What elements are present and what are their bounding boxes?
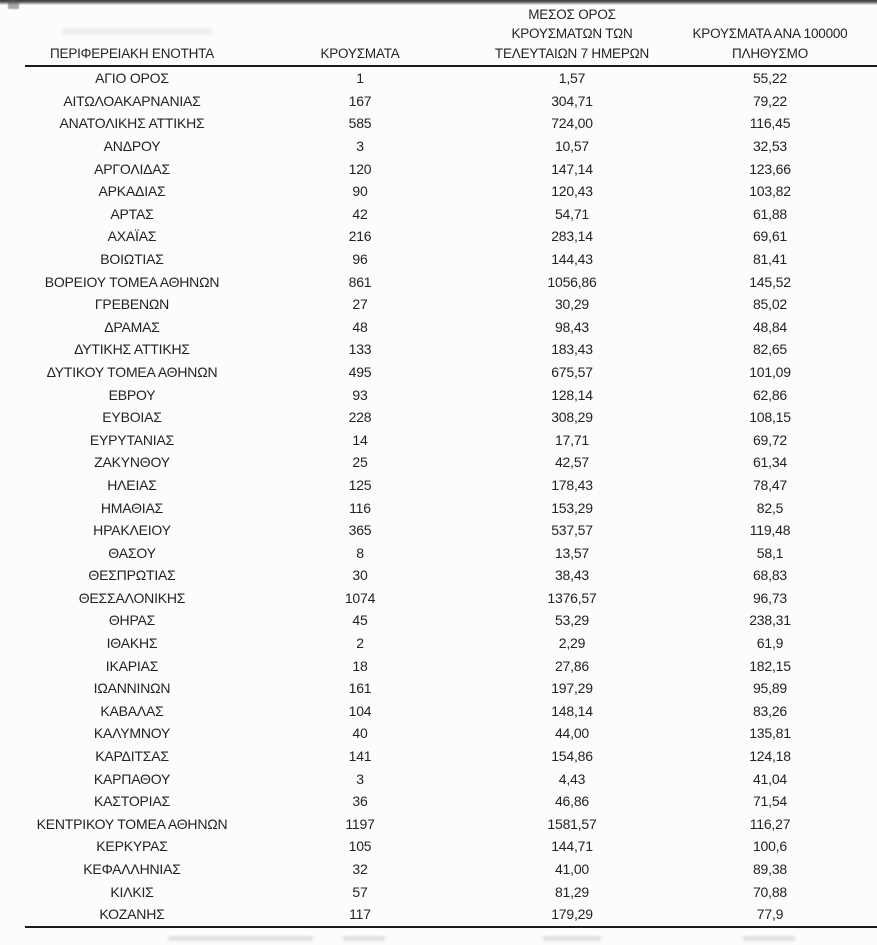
avg-7day-cell: 10,57 (554, 138, 590, 154)
table-row (25, 745, 877, 768)
region-cell: ΒΟΡΕΙΟΥ ΤΟΜΕΑ ΑΘΗΝΩΝ (44, 273, 220, 290)
table-row (25, 225, 877, 248)
per-100k-cell: 81,41 (752, 250, 788, 267)
table-row (25, 361, 877, 384)
per-100k-cell: 123,66 (749, 160, 791, 177)
cases-cell: 96 (352, 250, 368, 267)
cases-cell: 57 (352, 883, 368, 900)
region-cell: ΚΑΣΤΟΡΙΑΣ (94, 793, 170, 810)
cases-cell: 1 (356, 70, 364, 87)
cases-cell: 133 (348, 341, 372, 358)
avg-7day-cell: 283,14 (551, 228, 593, 245)
per-100k-cell: 71,54 (752, 793, 788, 810)
table-row (25, 66, 877, 90)
per-100k-cell: 103,82 (749, 183, 791, 200)
table-row (25, 564, 877, 587)
region-cell: ΚΑΡΔΙΤΣΑΣ (95, 748, 169, 765)
per-100k-cell: 55,22 (752, 70, 788, 87)
region-cell: ΑΡΚΑΔΙΑΣ (98, 183, 166, 200)
table-row (25, 429, 877, 452)
region-cell: ΕΥΒΟΙΑΣ (102, 409, 162, 426)
region-cell: ΙΘΑΚΗΣ (106, 635, 158, 652)
cases-cell: 120 (348, 160, 372, 177)
avg-7day-cell: 13,57 (554, 544, 590, 561)
avg-7day-cell: 197,29 (551, 680, 593, 697)
per-100k-cell: 108,15 (749, 409, 791, 426)
avg-7day-cell: 98,43 (554, 318, 590, 335)
per-100k-cell: 119,48 (749, 522, 791, 539)
per-100k-cell: 70,88 (752, 883, 788, 900)
avg-7day-cell: 308,29 (551, 409, 593, 426)
per-100k-cell: 68,83 (752, 567, 788, 584)
region-cell: ΑΓΙΟ ΟΡΟΣ (95, 70, 169, 87)
cases-cell: 45 (352, 612, 368, 629)
table-row (25, 384, 877, 407)
next-row-cutoff-artifact (743, 936, 795, 941)
avg-7day-cell: 30,29 (554, 296, 590, 313)
table-bottom-rule (25, 927, 877, 928)
per-100k-cell: 85,02 (752, 296, 788, 313)
avg-7day-cell: 46,86 (554, 793, 590, 810)
avg-7day-cell: 1056,86 (547, 273, 597, 290)
table-row (25, 519, 877, 542)
table-row (25, 112, 877, 135)
col-header-avg-7day (481, 5, 663, 66)
avg-7day-cell: 148,14 (551, 702, 593, 719)
table-row (25, 271, 877, 294)
per-100k-cell: 182,15 (749, 657, 791, 674)
avg-7day-cell: 154,86 (551, 748, 593, 765)
region-cell: ΔΥΤΙΚΟΥ ΤΟΜΕΑ ΑΘΗΝΩΝ (46, 363, 218, 380)
per-100k-cell: 96,73 (752, 589, 788, 606)
header-row (25, 5, 877, 66)
avg-7day-cell: 42,57 (554, 454, 590, 471)
cases-cell: 228 (348, 409, 372, 426)
per-100k-cell: 116,27 (749, 815, 791, 832)
table-row (25, 542, 877, 565)
table-row (25, 903, 877, 927)
table-row (25, 451, 877, 474)
cases-cell: 585 (348, 115, 372, 132)
avg-7day-cell: 81,29 (554, 883, 590, 900)
region-cell: ΚΟΖΑΝΗΣ (99, 906, 165, 923)
table-row (25, 587, 877, 610)
avg-7day-cell: 675,57 (551, 363, 593, 380)
cases-cell: 8 (356, 544, 364, 561)
cases-cell: 42 (352, 205, 368, 222)
per-100k-cell: 69,72 (752, 431, 788, 448)
avg-7day-cell: 120,43 (551, 183, 593, 200)
region-cell: ΑΡΓΟΛΙΔΑΣ (94, 160, 170, 177)
per-100k-cell: 238,31 (749, 612, 791, 629)
region-cell: ΑΙΤΩΛΟΑΚΑΡΝΑΝΙΑΣ (63, 92, 201, 109)
cases-cell: 216 (348, 228, 372, 245)
region-cell: ΗΛΕΙΑΣ (107, 476, 157, 493)
cases-cell: 161 (348, 680, 372, 697)
per-100k-cell: 89,38 (752, 861, 788, 877)
table-row (25, 768, 877, 791)
region-cell: ΙΚΑΡΙΑΣ (105, 657, 159, 674)
cases-cell: 105 (348, 838, 372, 855)
cases-cell: 116 (349, 499, 371, 516)
per-100k-cell: 32,53 (752, 138, 788, 154)
avg-7day-cell: 2,29 (558, 635, 586, 652)
per-100k-cell: 95,89 (752, 680, 788, 697)
avg-7day-cell: 4,43 (558, 770, 586, 787)
regional-cases-table (25, 5, 877, 928)
top-left-cutoff-artifact (8, 0, 19, 9)
avg-7day-cell: 144,71 (551, 838, 593, 855)
region-cell: ΗΜΑΘΙΑΣ (100, 499, 164, 516)
region-cell: ΕΥΡΥΤΑΝΙΑΣ (89, 431, 175, 448)
table-row (25, 881, 877, 904)
col-header-per-100k (663, 5, 877, 66)
avg-7day-cell: 41,00 (554, 861, 590, 877)
table-row (25, 655, 877, 678)
avg-7day-cell: 183,43 (551, 341, 593, 358)
table-row (25, 338, 877, 361)
next-row-cutoff-artifact (543, 936, 601, 941)
cases-cell: 14 (352, 431, 368, 448)
cases-cell: 93 (352, 386, 368, 403)
region-cell: ΚΙΛΚΙΣ (110, 883, 154, 900)
avg-7day-cell: 178,43 (551, 476, 593, 493)
col-header-regional-unit: ΠΕΡΙΦΕΡΕΙΑΚΗ ΕΝΟΤΗΤΑ (25, 5, 239, 66)
cases-cell: 365 (348, 522, 372, 539)
cases-cell: 117 (349, 906, 371, 923)
cases-cell: 32 (352, 861, 368, 877)
cases-cell: 167 (348, 92, 372, 109)
cases-cell: 495 (348, 363, 372, 380)
avg-7day-cell: 153,29 (551, 499, 593, 516)
region-cell: ΚΑΡΠΑΘΟΥ (93, 770, 171, 787)
next-row-cutoff-artifact (168, 936, 313, 941)
avg-7day-cell: 53,29 (554, 612, 590, 629)
cases-cell: 104 (348, 702, 372, 719)
avg-7day-cell: 27,86 (554, 657, 590, 674)
avg-7day-cell: 144,43 (551, 250, 593, 267)
cases-cell: 1074 (344, 589, 376, 606)
table-row (25, 677, 877, 700)
col-header-avg-7day-line3: ΤΕΛΕΥΤΑΙΩΝ 7 ΗΜΕΡΩΝ (494, 45, 650, 61)
table-row (25, 293, 877, 316)
cases-cell: 90 (352, 183, 368, 200)
region-cell: ΑΝΑΤΟΛΙΚΗΣ ΑΤΤΙΚΗΣ (59, 115, 205, 132)
per-100k-cell: 48,84 (752, 318, 788, 335)
per-100k-cell: 135,81 (749, 725, 791, 742)
region-cell: ΘΗΡΑΣ (108, 612, 156, 629)
region-cell: ΚΕΡΚΥΡΑΣ (96, 838, 168, 855)
per-100k-cell: 69,61 (752, 228, 788, 245)
table-header (25, 5, 877, 66)
table-row (25, 609, 877, 632)
per-100k-cell: 116,45 (749, 115, 791, 132)
region-cell: ΑΧΑΪΑΣ (107, 228, 157, 245)
avg-7day-cell: 1376,57 (547, 589, 597, 606)
table-row (25, 135, 877, 158)
cases-cell: 18 (352, 657, 368, 674)
table-row (25, 813, 877, 836)
next-row-cutoff-artifact (343, 936, 385, 941)
region-cell: ΕΒΡΟΥ (108, 386, 156, 403)
per-100k-cell: 83,26 (752, 702, 788, 719)
table-row (25, 316, 877, 339)
table-row (25, 722, 877, 745)
avg-7day-cell: 54,71 (554, 205, 590, 222)
table-row (25, 835, 877, 858)
cases-cell: 40 (352, 725, 368, 742)
per-100k-cell: 78,47 (752, 476, 788, 493)
per-100k-cell: 61,34 (752, 454, 788, 471)
cases-cell: 36 (352, 793, 368, 810)
cases-cell: 3 (356, 770, 364, 787)
region-cell: ΔΡΑΜΑΣ (104, 318, 160, 335)
col-header-cases: ΚΡΟΥΣΜΑΤΑ (239, 5, 481, 66)
region-cell: ΙΩΑΝΝΙΝΩΝ (93, 680, 171, 697)
region-cell: ΘΕΣΠΡΩΤΙΑΣ (88, 567, 176, 584)
table-row (25, 790, 877, 813)
cases-cell: 30 (352, 567, 368, 584)
avg-7day-cell: 304,71 (551, 92, 593, 109)
cases-cell: 3 (356, 138, 364, 154)
avg-7day-cell: 1,57 (558, 70, 586, 87)
region-cell: ΚΑΛΥΜΝΟΥ (93, 725, 171, 742)
table-row (25, 474, 877, 497)
table-row (25, 632, 877, 655)
table-row (25, 497, 877, 520)
table-row (25, 180, 877, 203)
avg-7day-cell: 44,00 (554, 725, 590, 742)
avg-7day-cell: 147,14 (551, 160, 593, 177)
table-row (25, 406, 877, 429)
avg-7day-cell: 537,57 (551, 522, 593, 539)
cases-cell: 861 (348, 273, 372, 290)
cases-cell: 25 (352, 454, 368, 471)
region-cell: ΚΑΒΑΛΑΣ (100, 702, 164, 719)
table-row (25, 248, 877, 271)
col-header-avg-7day-line2: ΚΡΟΥΣΜΑΤΩΝ ΤΩΝ (511, 26, 633, 42)
per-100k-cell: 58,1 (756, 544, 784, 561)
avg-7day-cell: 128,14 (551, 386, 593, 403)
cases-cell: 1197 (345, 815, 375, 832)
avg-7day-cell: 38,43 (554, 567, 590, 584)
per-100k-cell: 61,9 (756, 635, 784, 652)
table-body (25, 66, 877, 927)
table-row (25, 700, 877, 723)
region-cell: ΚΕΦΑΛΛΗΝΙΑΣ (83, 861, 181, 877)
cases-cell: 2 (356, 635, 364, 652)
table-row (25, 90, 877, 113)
region-cell: ΑΝΔΡΟΥ (103, 138, 161, 154)
avg-7day-cell: 179,29 (551, 906, 593, 923)
region-cell: ΘΑΣΟΥ (108, 544, 156, 561)
region-cell: ΒΟΙΩΤΙΑΣ (100, 250, 164, 267)
col-header-per-100k-line1: ΚΡΟΥΣΜΑΤΑ ΑΝΑ 100000 (692, 26, 848, 42)
table-row (25, 158, 877, 181)
region-cell: ΔΥΤΙΚΗΣ ΑΤΤΙΚΗΣ (74, 341, 190, 358)
per-100k-cell: 77,9 (756, 906, 784, 923)
avg-7day-cell: 1581,57 (547, 815, 597, 832)
cases-cell: 48 (352, 318, 368, 335)
per-100k-cell: 124,18 (749, 748, 791, 765)
region-cell: ΓΡΕΒΕΝΩΝ (94, 296, 170, 313)
per-100k-cell: 82,65 (752, 341, 788, 358)
per-100k-cell: 79,22 (752, 92, 788, 109)
per-100k-cell: 62,86 (752, 386, 788, 403)
avg-7day-cell: 17,71 (554, 431, 590, 448)
cases-cell: 27 (352, 296, 368, 313)
per-100k-cell: 41,04 (752, 770, 788, 787)
avg-7day-cell: 724,00 (551, 115, 593, 132)
region-cell: ΚΕΝΤΡΙΚΟΥ ΤΟΜΕΑ ΑΘΗΝΩΝ (36, 815, 228, 832)
region-cell: ΖΑΚΥΝΘΟΥ (94, 454, 170, 471)
per-100k-cell: 101,09 (749, 363, 791, 380)
per-100k-cell: 145,52 (749, 273, 791, 290)
region-cell: ΑΡΤΑΣ (110, 205, 154, 222)
col-header-avg-7day-line1: ΜΕΣΟΣ ΟΡΟΣ (528, 7, 616, 22)
table-row (25, 858, 877, 881)
per-100k-cell: 61,88 (752, 205, 788, 222)
per-100k-cell: 100,6 (752, 838, 788, 855)
per-100k-cell: 82,5 (756, 499, 784, 516)
table-row (25, 203, 877, 226)
col-header-per-100k-line2: ΠΛΗΘΥΣΜΟ (731, 45, 809, 61)
cases-cell: 125 (348, 476, 372, 493)
region-cell: ΗΡΑΚΛΕΙΟΥ (93, 522, 171, 539)
cases-cell: 141 (348, 748, 372, 765)
region-cell: ΘΕΣΣΑΛΟΝΙΚΗΣ (78, 589, 186, 606)
